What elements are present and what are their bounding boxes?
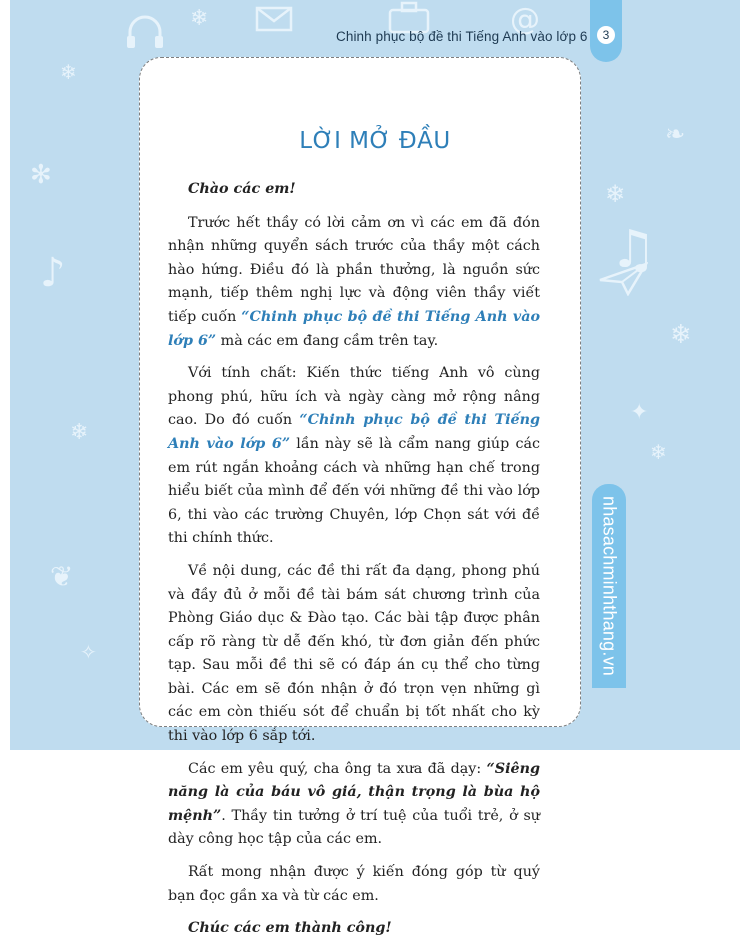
- paragraph-5: Rất mong nhận được ý kiến đóng góp từ quý bạn đọc gần xa và từ các em.: [168, 864, 540, 904]
- side-brand-bar: [592, 484, 626, 688]
- music-note-icon: ♫: [610, 220, 657, 280]
- paragraph-3: Về nội dung, các đề thi rất đa dạng, phong phú và đầy đủ ở mỗi đề tài bám sát chương trình của Phòng Giáo dục & Đào tạo. Các bài tập được phân cấp rõ ràng từ dễ đến khó, từ đơn giản đến phức tạp. Sau mỗi đề thi sẽ có đáp án cụ thể cho từng bài. Các em sẽ đón nhận ở đó trọn vẹn những gì các em còn thiếu sót để chuẩn bị tốt nhất cho kỳ thi vào lớp 6 sắp tới.: [168, 562, 540, 745]
- snowflake-icon: ❄: [650, 440, 667, 464]
- paragraph-2: [168, 362, 540, 551]
- proverb-quote: “Siêng năng là của báu vô giá, thận trọng là bùa hộ mệnh”: [168, 760, 540, 824]
- paragraph-4-end: . Thầy tin tưởng ở trí tuệ của tuổi trẻ, ở sự dày công học tập của các em.: [168, 807, 540, 848]
- book-title-highlight: “Chinh phục bộ đề thi Tiếng Anh vào lớp 6”: [168, 412, 540, 452]
- page-number: 3: [597, 26, 615, 44]
- paragraph-1: [168, 212, 540, 354]
- page-number-tab: [590, 0, 622, 62]
- snowflake-icon: ❄: [605, 180, 626, 208]
- page-title: LỜI MỞ ĐẦU: [299, 128, 451, 154]
- snowflake-icon: ✻: [30, 160, 52, 190]
- at-icon: @: [510, 2, 540, 37]
- paragraph-4-text: Các em yêu quý, cha ông ta xưa đã dạy:: [188, 760, 487, 777]
- headphones-icon: [125, 14, 165, 50]
- leaf-icon: ❧: [665, 120, 686, 148]
- paragraph-1-text: Trước hết thầy có lời cảm ơn vì các em đã đón nhận những quyển sách trước của thầy một cách hào hứng. Điều đó là phần thưởng, là nguồn sức mạnh, tiếp thêm nghị lực và động viên thầy viết tiếp cuốn: [168, 214, 540, 325]
- paragraph-1-end: mà các em đang cầm trên tay.: [216, 332, 439, 349]
- leaf-icon: ❦: [50, 560, 74, 593]
- greeting: Chào các em!: [188, 181, 296, 197]
- snowflake-icon: ❄: [190, 6, 209, 31]
- snowflake-icon: ❄: [670, 320, 692, 350]
- star-icon: ✦: [630, 400, 649, 425]
- snowflake-icon: ❄: [70, 420, 89, 445]
- book-title-highlight: “Chinh phục bộ đề thi Tiếng Anh vào lớp 6”: [168, 308, 540, 349]
- star-icon: ✧: [80, 640, 97, 664]
- envelope-icon: [255, 6, 293, 32]
- paper-plane-icon: [598, 262, 648, 296]
- snowflake-icon: ❄: [60, 60, 77, 84]
- music-note-icon: ♪: [40, 250, 66, 296]
- header-book-title: Chinh phục bộ đề thi Tiếng Anh vào lớp 6: [336, 29, 588, 44]
- paragraph-4: [168, 758, 540, 852]
- preface-body: [168, 178, 540, 950]
- paragraph-2-end: lần này sẽ là cẩm nang giúp các em rút ngắn khoảng cách và những hạn chế trong hiểu biết của mình để đến với những đề thi vào lớp 6, thi vào các trường Chuyên, lớp Chọn sát với đề thi chính thức.: [168, 435, 540, 547]
- paragraph-2-text: Với tính chất: Kiến thức tiếng Anh vô cùng phong phú, hữu ích và ngày càng mở rộng nâng cao. Do đó cuốn: [168, 365, 540, 429]
- closing-line: Chúc các em thành công!: [188, 920, 392, 937]
- side-brand-text: nhasachminhthang.vn: [599, 496, 620, 676]
